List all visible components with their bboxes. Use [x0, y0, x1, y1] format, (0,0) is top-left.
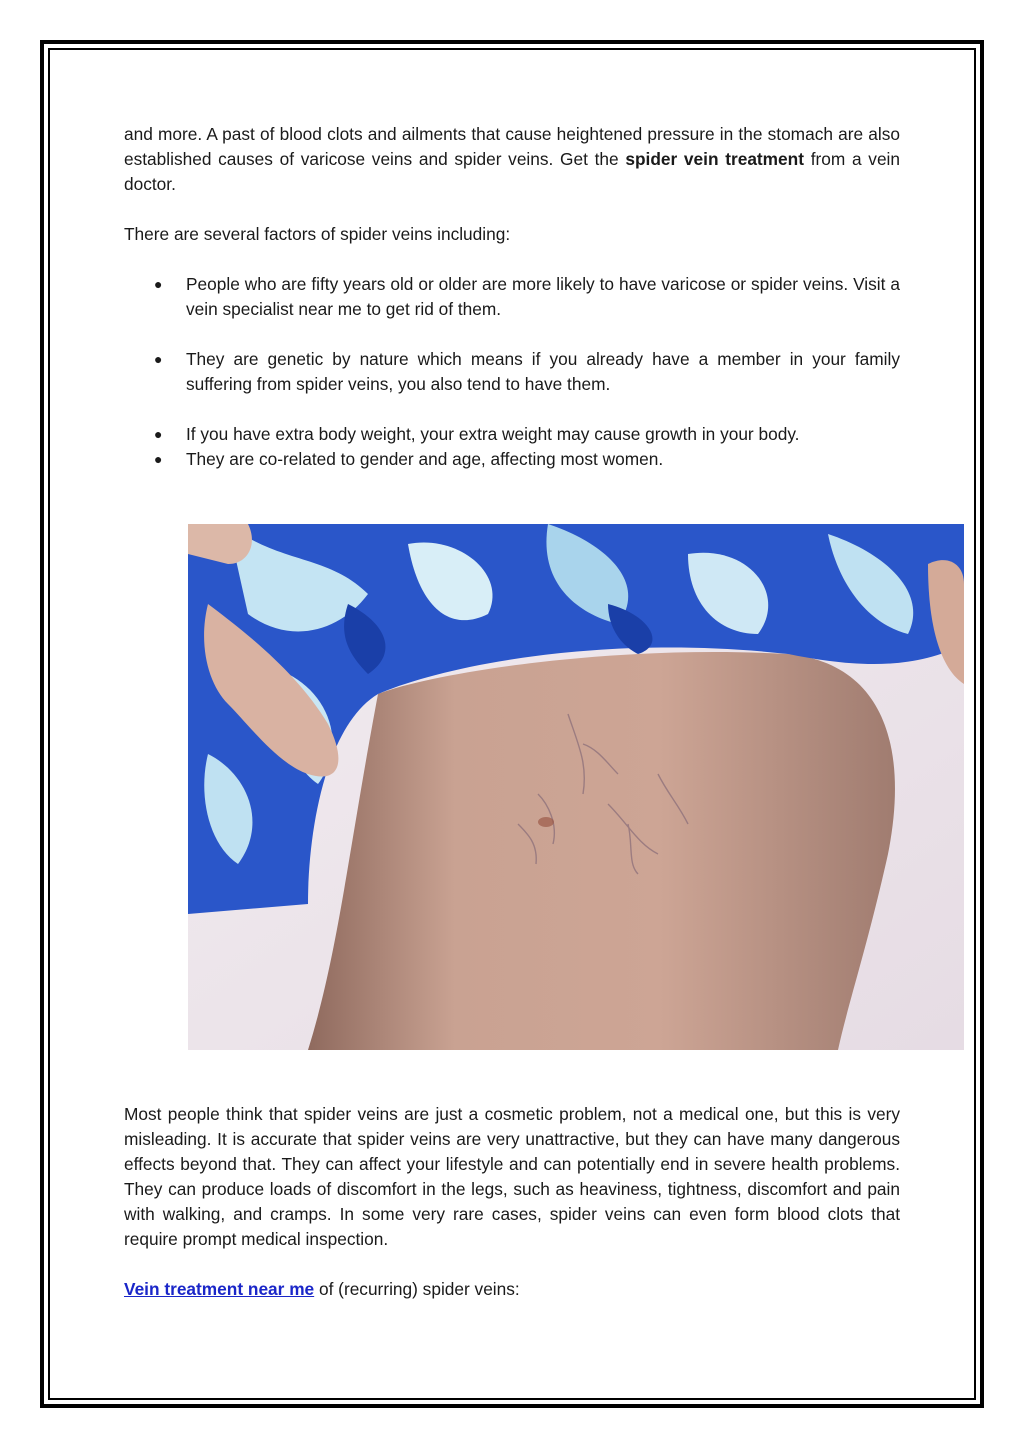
intro-text-end: from a vein doctor.	[124, 149, 901, 194]
spider-veins-leg-photo	[188, 524, 964, 1050]
list-item-text: People who are fifty years old or older are more likely to have varicose or spider veins. Visit a vein specialist near me to get rid of them.	[186, 274, 900, 319]
list-item	[124, 347, 900, 397]
vein-treatment-link[interactable]: Vein treatment near me	[124, 1279, 315, 1299]
list-item	[124, 447, 900, 472]
intro-text: and more. A past of blood clots and ailments that cause heightened pressure in the stomach are also established causes of varicose veins and spider veins. Get the	[124, 124, 900, 169]
list-item	[124, 422, 900, 447]
treatment-text: of (recurring) spider veins:	[314, 1279, 520, 1299]
paragraph-factors-heading: There are several factors of spider veins including:	[124, 224, 511, 244]
bullet-icon: ●	[154, 276, 163, 292]
intro-bold-text: spider vein treatment	[625, 149, 804, 169]
factor-list	[124, 272, 900, 472]
document-body	[124, 122, 900, 472]
list-item-text: If you have extra body weight, your extra weight may cause growth in your body.	[186, 424, 800, 444]
bullet-icon: ●	[154, 451, 163, 467]
paragraph-intro	[124, 122, 900, 197]
list-item-text: They are genetic by nature which means if you already have a member in your family suffering from spider veins, you also tend to have them.	[186, 349, 900, 394]
list-item	[124, 272, 900, 322]
paragraph-dangers: Most people think that spider veins are just a cosmetic problem, not a medical one, but this is very misleading. It is accurate that spider veins are very unattractive, but they can have many dangerous effects beyond that. They can affect your lifestyle and can potentially end in severe health problems. They can produce loads of discomfort in the legs, such as heaviness, tightness, discomfort and pain with walking, and cramps. In some very rare cases, spider veins can even form blood clots that require prompt medical inspection.	[124, 1104, 900, 1249]
list-item-text: They are co-related to gender and age, affecting most women.	[186, 449, 664, 469]
paragraph-treatment	[124, 1277, 900, 1302]
bullet-icon: ●	[154, 351, 163, 367]
bullet-icon: ●	[154, 426, 163, 442]
